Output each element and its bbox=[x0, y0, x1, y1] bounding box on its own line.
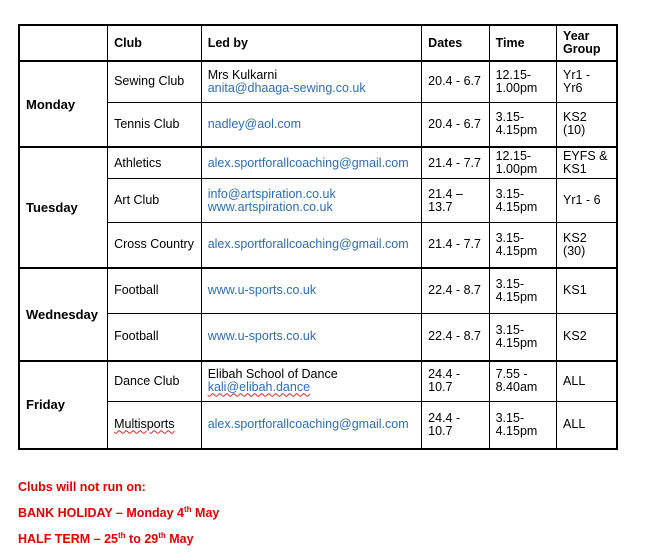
time-cell: 12.15-1.00pm bbox=[489, 61, 556, 102]
time-cell: 3.15-4.15pm bbox=[489, 402, 556, 449]
led-by-cell bbox=[201, 147, 421, 179]
half-term-notice bbox=[18, 532, 194, 546]
day-wednesday: Wednesday bbox=[19, 268, 108, 361]
year-cell: ALL bbox=[557, 402, 617, 449]
club-cell: Football bbox=[108, 268, 202, 314]
email-link[interactable]: anita@dhaaga-sewing.co.uk bbox=[207, 80, 366, 95]
month-text: May bbox=[165, 532, 194, 546]
club-cell: Football bbox=[108, 314, 202, 361]
club-name: Multisports bbox=[114, 417, 175, 432]
clubs-table bbox=[18, 24, 618, 450]
year-cell: Yr1 - Yr6 bbox=[557, 61, 617, 102]
dates-cell: 21.4 - 7.7 bbox=[422, 223, 489, 268]
led-by-cell bbox=[201, 361, 421, 402]
website-link[interactable]: www.u-sports.co.uk bbox=[207, 329, 317, 344]
leader-name: Elibah School of Dance bbox=[207, 367, 338, 382]
time-cell: 3.15-4.15pm bbox=[489, 223, 556, 268]
email-link[interactable]: alex.sportforallcoaching@gmail.com bbox=[207, 417, 409, 432]
club-cell: Art Club bbox=[108, 179, 202, 223]
day-monday: Monday bbox=[19, 61, 108, 147]
ordinal-suffix: th bbox=[158, 530, 166, 540]
time-cell: 3.15-4.15pm bbox=[489, 102, 556, 147]
header-row bbox=[19, 25, 617, 61]
table-row bbox=[19, 402, 617, 449]
table-row bbox=[19, 361, 617, 402]
website-link[interactable]: www.artspiration.co.uk bbox=[207, 199, 333, 214]
bank-holiday-notice bbox=[18, 506, 219, 520]
club-cell: Athletics bbox=[108, 147, 202, 179]
half-term-text: HALF TERM – 25 bbox=[18, 532, 119, 546]
email-link[interactable]: alex.sportforallcoaching@gmail.com bbox=[207, 237, 409, 252]
header-day bbox=[19, 25, 108, 61]
dates-cell: 20.4 - 6.7 bbox=[422, 102, 489, 147]
leader-name: Mrs Kulkarni bbox=[207, 67, 278, 82]
dates-cell: 24.4 - 10.7 bbox=[422, 361, 489, 402]
time-cell: 3.15-4.15pm bbox=[489, 179, 556, 223]
header-club: Club bbox=[108, 25, 202, 61]
day-tuesday: Tuesday bbox=[19, 147, 108, 268]
time-cell: 12.15-1.00pm bbox=[489, 147, 556, 179]
email-link[interactable]: alex.sportforallcoaching@gmail.com bbox=[207, 155, 409, 170]
half-term-middle: to 29 bbox=[125, 532, 159, 546]
table-row bbox=[19, 179, 617, 223]
year-cell: KS1 bbox=[557, 268, 617, 314]
led-by-cell bbox=[201, 268, 421, 314]
led-by-cell bbox=[201, 179, 421, 223]
month-text: May bbox=[191, 506, 220, 520]
led-by-cell bbox=[201, 314, 421, 361]
ordinal-suffix: th bbox=[184, 504, 192, 514]
table-row bbox=[19, 268, 617, 314]
table-row bbox=[19, 223, 617, 268]
led-by-cell bbox=[201, 102, 421, 147]
led-by-cell bbox=[201, 61, 421, 102]
club-cell: Dance Club bbox=[108, 361, 202, 402]
club-cell: Sewing Club bbox=[108, 61, 202, 102]
club-cell: Cross Country bbox=[108, 223, 202, 268]
day-friday: Friday bbox=[19, 361, 108, 449]
header-dates: Dates bbox=[422, 25, 489, 61]
table-row bbox=[19, 147, 617, 179]
year-cell: KS2 bbox=[557, 314, 617, 361]
club-cell bbox=[108, 402, 202, 449]
year-cell: Yr1 - 6 bbox=[557, 179, 617, 223]
bank-holiday-text: BANK HOLIDAY – Monday 4 bbox=[18, 506, 185, 520]
dates-cell: 24.4 - 10.7 bbox=[422, 402, 489, 449]
header-time: Time bbox=[489, 25, 556, 61]
club-cell: Tennis Club bbox=[108, 102, 202, 147]
led-by-cell bbox=[201, 402, 421, 449]
email-link[interactable]: nadley@aol.com bbox=[207, 116, 301, 131]
dates-cell: 22.4 - 8.7 bbox=[422, 268, 489, 314]
dates-cell: 21.4 – 13.7 bbox=[422, 179, 489, 223]
website-link[interactable]: www.u-sports.co.uk bbox=[207, 283, 317, 298]
time-cell: 3.15-4.15pm bbox=[489, 314, 556, 361]
email-link[interactable]: kali@elibah.dance bbox=[207, 380, 311, 395]
year-cell: KS2 (10) bbox=[557, 102, 617, 147]
time-cell: 3.15-4.15pm bbox=[489, 268, 556, 314]
dates-cell: 20.4 - 6.7 bbox=[422, 61, 489, 102]
dates-cell: 22.4 - 8.7 bbox=[422, 314, 489, 361]
table-row bbox=[19, 61, 617, 102]
header-year-group: Year Group bbox=[557, 25, 617, 61]
year-cell: KS2 (30) bbox=[557, 223, 617, 268]
led-by-cell bbox=[201, 223, 421, 268]
table-row bbox=[19, 102, 617, 147]
dates-cell: 21.4 - 7.7 bbox=[422, 147, 489, 179]
notice-heading: Clubs will not run on: bbox=[18, 480, 146, 494]
header-led-by: Led by bbox=[201, 25, 421, 61]
email-link[interactable]: info@artspiration.co.uk bbox=[207, 186, 336, 201]
year-cell: EYFS & KS1 bbox=[557, 147, 617, 179]
year-cell: ALL bbox=[557, 361, 617, 402]
ordinal-suffix: th bbox=[118, 530, 126, 540]
time-cell: 7.55 - 8.40am bbox=[489, 361, 556, 402]
table-row bbox=[19, 314, 617, 361]
